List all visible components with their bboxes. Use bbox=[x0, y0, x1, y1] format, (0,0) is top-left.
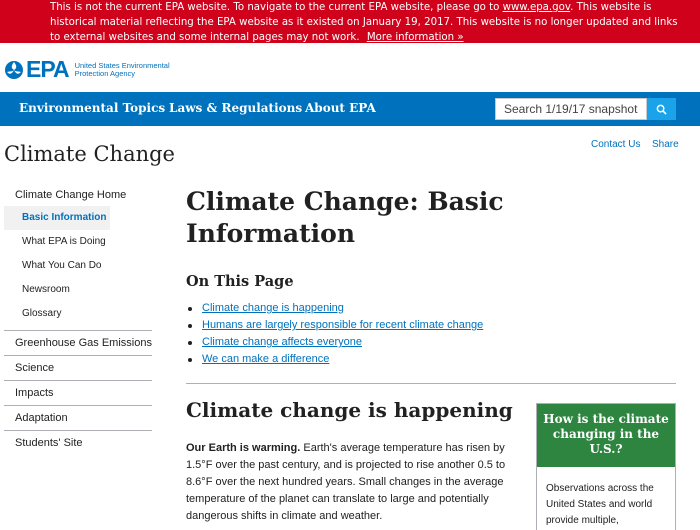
epa-flower-icon bbox=[4, 60, 24, 80]
toc-link-affects[interactable]: Climate change affects everyone bbox=[202, 336, 362, 348]
banner-text-2: . This website is historical material reflecting the EPA website as it existed on January 19, 2017. This website is no longer updated and links to external websites and some internal pages may not work. bbox=[50, 2, 678, 43]
logo-subtitle: United States Environmental Protection Agency bbox=[74, 60, 170, 78]
search-icon bbox=[656, 104, 667, 115]
section-title: Climate Change bbox=[4, 142, 175, 166]
nav-environmental-topics[interactable]: Environmental Topics bbox=[19, 101, 166, 115]
toc-link-humans[interactable]: Humans are largely responsible for recent climate change bbox=[202, 319, 484, 331]
archive-banner bbox=[0, 0, 700, 43]
page-title: Climate Change: Basic Information bbox=[186, 187, 504, 248]
divider bbox=[186, 383, 676, 384]
nav-laws-regulations[interactable]: Laws & Regulations bbox=[169, 101, 303, 115]
sidebar-item-newsroom[interactable]: Newsroom bbox=[22, 284, 70, 295]
info-box-body: Observations across the United States and world provide multiple, bbox=[546, 483, 654, 526]
lead-bold: Our Earth is warming. bbox=[186, 442, 301, 454]
site-header bbox=[0, 43, 700, 92]
search-input[interactable]: Search 1/19/17 snapshot bbox=[495, 98, 647, 120]
contact-us-link[interactable]: Contact Us bbox=[591, 139, 641, 150]
main-nav bbox=[0, 92, 700, 126]
info-box-title: How is the climate changing in the U.S.? bbox=[537, 404, 675, 467]
list-item bbox=[186, 317, 483, 334]
bullet-icon bbox=[188, 324, 192, 328]
on-this-page-heading: On This Page bbox=[186, 273, 294, 290]
epa-logo[interactable] bbox=[4, 56, 185, 83]
bullet-icon bbox=[188, 307, 192, 311]
more-information-link[interactable]: More information » bbox=[366, 32, 464, 43]
section-heading: Climate change is happening bbox=[186, 398, 513, 422]
share-link[interactable]: Share bbox=[652, 139, 679, 150]
sidebar-item-adaptation[interactable]: Adaptation bbox=[4, 405, 152, 430]
sidebar-item-impacts[interactable]: Impacts bbox=[4, 380, 152, 405]
sidebar-item-climate-change-home[interactable]: Climate Change Home bbox=[15, 189, 127, 201]
list-item bbox=[186, 351, 483, 368]
sidebar-item-basic-information[interactable]: Basic Information bbox=[4, 206, 110, 230]
list-item bbox=[186, 334, 483, 351]
logo-text: EPA bbox=[26, 56, 69, 82]
sidebar-item-greenhouse-gas-emissions[interactable]: Greenhouse Gas Emissions bbox=[4, 330, 152, 355]
on-this-page-list bbox=[186, 300, 483, 368]
sidebar-item-students-site[interactable]: Students' Site bbox=[4, 430, 152, 455]
sidebar-item-glossary[interactable]: Glossary bbox=[22, 308, 62, 319]
info-box bbox=[536, 403, 676, 530]
search-button[interactable] bbox=[647, 98, 676, 120]
sidebar-item-what-epa-is-doing[interactable]: What EPA is Doing bbox=[22, 236, 106, 247]
sidebar-item-what-you-can-do[interactable]: What You Can Do bbox=[22, 260, 102, 271]
bullet-icon bbox=[188, 341, 192, 345]
nav-about-epa[interactable]: About EPA bbox=[305, 101, 376, 115]
toc-link-happening[interactable]: Climate change is happening bbox=[202, 302, 344, 314]
toc-link-difference[interactable]: We can make a difference bbox=[202, 353, 330, 365]
banner-text-1: This is not the current EPA website. To navigate to the current EPA website, please go to bbox=[50, 2, 500, 13]
lead-text: Earth's average temperature has risen by 1.5°F over the past century, and is projected to rise another 0.5 to 8.6°F over the next hundred years. Small changes in the average temperature of the planet can translate to large and potentially dangerous shifts in climate and weather. bbox=[186, 442, 506, 522]
list-item bbox=[186, 300, 483, 317]
epa-gov-link[interactable]: www.epa.gov bbox=[502, 2, 571, 13]
sidebar-nav bbox=[4, 184, 152, 455]
body-paragraph bbox=[186, 440, 506, 525]
bullet-icon bbox=[188, 358, 192, 362]
sidebar-item-science[interactable]: Science bbox=[4, 355, 152, 380]
